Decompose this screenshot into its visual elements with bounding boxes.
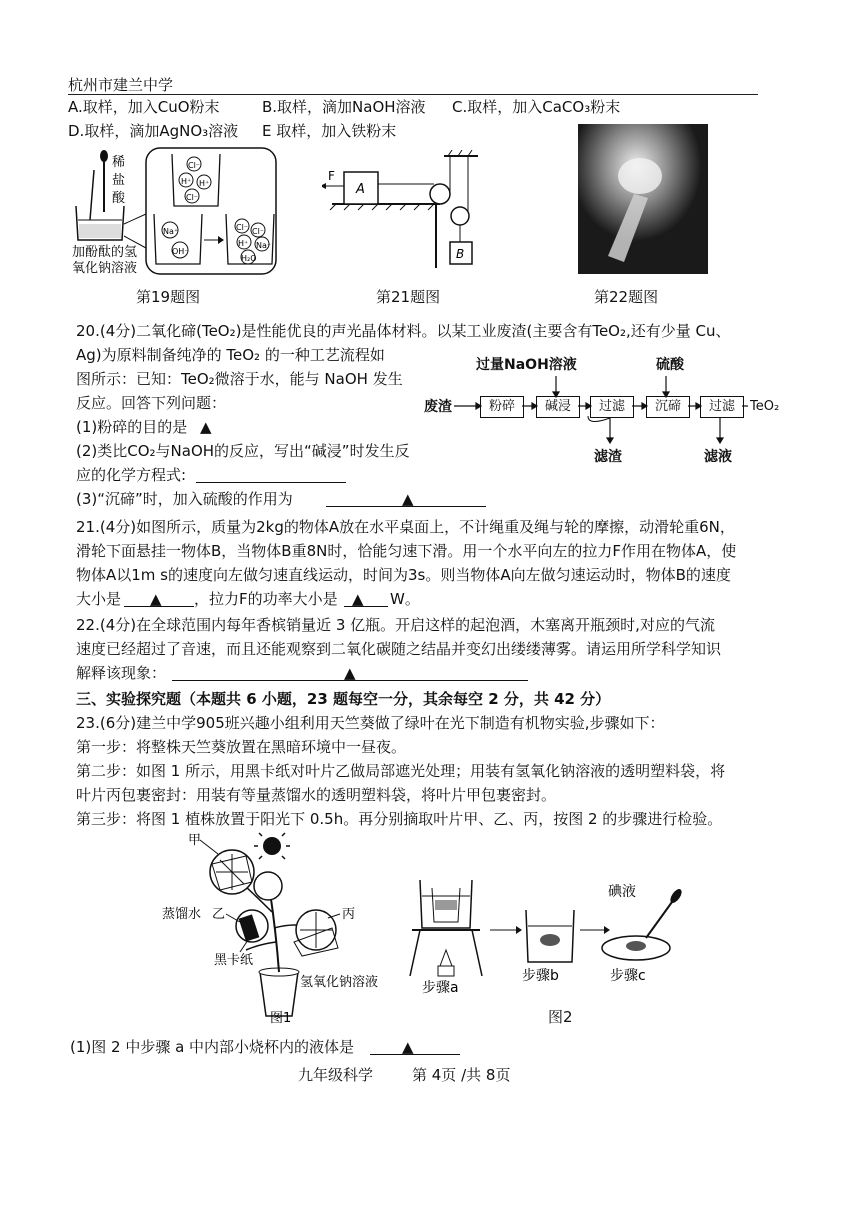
- q23-fig1: [160, 832, 410, 1024]
- q23-line2: 第一步：将整株天竺葵放置在黑暗环境中一昼夜。: [76, 738, 407, 756]
- fig1-label-card: 黑卡纸: [214, 953, 254, 968]
- ion-right-4: Na⁺: [256, 241, 272, 250]
- q23-line1: 23.(6分)建兰中学905班兴趣小组利用天竺葵做了绿叶在光下制造有机物实验,步骤如下：: [76, 714, 665, 732]
- base-label-2: 氧化钠溶液: [72, 261, 138, 276]
- q21-caption: 第21题图: [376, 288, 441, 306]
- ion-right-5: H₂O: [241, 254, 257, 263]
- q19-option-a: A.取样，加入CuO粉末: [68, 98, 220, 116]
- q20-line2: Ag)为原料制备纯净的 TeO₂ 的一种工艺流程如: [76, 346, 385, 364]
- q23-q1-blank[interactable]: [370, 1054, 460, 1055]
- q19-option-e: E 取样，加入铁粉末: [262, 122, 397, 140]
- fig1-caption: 图1: [270, 1011, 292, 1024]
- q19-caption: 第19题图: [136, 288, 201, 306]
- q23-fig2: [400, 866, 700, 996]
- q21-line1: 21.(4分)如图所示，质量为2kg的物体A放在水平桌面上，不计绳重及绳与轮的摩擦，动滑轮重6N，: [76, 518, 735, 536]
- q21-line3: 物体A以1m s的速度向左做匀速直线运动，时间为3s。则当物体A向左做匀速运动时，物体B的速度: [76, 566, 731, 584]
- fig1-label-yi: 乙: [212, 907, 226, 922]
- ion-top-2: H⁺: [181, 177, 192, 186]
- q22-line3: 解释该现象：: [76, 664, 167, 682]
- q23-line3: 第二步：如图 1 所示，用黑卡纸对叶片乙做局部遮光处理；用装有氢氧化钠溶液的透明塑料袋，将: [76, 762, 726, 780]
- ion-left-1: Na⁺: [163, 227, 179, 236]
- q21-line4a: 大小是: [76, 590, 122, 608]
- blank-marker: ▲: [344, 664, 356, 682]
- footer-page: 第 4页 /共 8页: [412, 1066, 511, 1084]
- flow-residue: 滤渣: [594, 449, 622, 465]
- flow-reagent-acid: 硫酸: [656, 357, 684, 373]
- q21-line4c: W。: [390, 590, 420, 608]
- flow-step-filter-2: 过滤: [700, 396, 744, 418]
- flow-arrows: [420, 370, 760, 450]
- q22-line2: 速度已经超过了音速，而且还能观察到二氧化碳随之结晶并变幻出缕缕薄雾。请运用所学科学知识: [76, 640, 722, 658]
- q20-q3: (3)“沉碲”时，加入硫酸的作用为: [76, 490, 293, 508]
- q19-option-b: B.取样，滴加NaOH溶液: [262, 98, 426, 116]
- label-f: F: [328, 169, 335, 183]
- blank-marker: ▲: [352, 590, 364, 608]
- label-b: B: [456, 247, 465, 261]
- q23-line5: 第三步：将图 1 植株放置于阳光下 0.5h。再分别摘取叶片甲、乙、丙，按图 2 的步骤进行检验。: [76, 810, 723, 828]
- ion-right-2: Cl⁻: [252, 227, 265, 236]
- q19-option-d: D.取样，滴加AgNO₃溶液: [68, 122, 239, 140]
- header-rule: [68, 94, 758, 95]
- flow-step-precipitate: 沉碲: [646, 396, 690, 418]
- ion-right-3: H⁺: [238, 239, 249, 248]
- q21-line2: 滑轮下面悬挂一物体B，当物体B重8N时，恰能匀速下滑。用一个水平向左的拉力F作用在物体A，使: [76, 542, 737, 560]
- fig1-label-bing: 丙: [342, 907, 356, 922]
- base-label-1: 加酚酞的氢: [72, 245, 138, 260]
- footer-subject: 九年级科学: [298, 1066, 374, 1084]
- fig1-label-water: 蒸馏水: [162, 907, 202, 922]
- label-a: A: [356, 182, 365, 197]
- q22-caption: 第22题图: [594, 288, 659, 306]
- q20-line4: 反应。回答下列问题：: [76, 394, 227, 412]
- blank-marker: ▲: [200, 418, 212, 436]
- blank-marker: ▲: [150, 590, 162, 608]
- ion-left-2: OH⁻: [172, 247, 189, 256]
- q21-line4b: ，拉力F的功率大小是: [194, 590, 338, 608]
- q21-blank-2[interactable]: [344, 606, 388, 607]
- blank-marker: ▲: [402, 1038, 414, 1056]
- school-header: 杭州市建兰中学: [68, 76, 174, 94]
- q20-q2b: 应的化学方程式:: [76, 466, 187, 484]
- q22-line1: 22.(4分)在全球范围内每年香槟销量近 3 亿瓶。开启这样的起泡酒，木塞离开瓶颈时,对应的气流: [76, 616, 715, 634]
- flow-reagent-naoh: 过量NaOH溶液: [476, 357, 577, 373]
- fig2-label-step-c: 步骤c: [610, 968, 646, 984]
- acid-label-3: 酸: [112, 191, 126, 206]
- acid-label-2: 盐: [112, 173, 126, 188]
- flow-step-crush: 粉碎: [480, 396, 524, 418]
- q19-figure: [66, 144, 286, 280]
- ion-top-3: H⁺: [199, 179, 210, 188]
- fig1-label-jia: 甲: [188, 833, 202, 848]
- q19-option-c: C.取样，加入CaCO₃粉末: [452, 98, 621, 116]
- ion-top-4: Cl⁻: [186, 193, 199, 202]
- fig2-label-iodine: 碘液: [608, 884, 636, 900]
- ion-top-1: Cl⁻: [188, 161, 201, 170]
- fig1-label-naoh: 氢氧化钠溶液: [300, 975, 379, 990]
- flow-product: TeO₂: [750, 399, 780, 414]
- fig2-label-step-b: 步骤b: [522, 968, 559, 984]
- acid-label-1: 稀: [112, 155, 126, 170]
- q22-photo: [578, 124, 708, 274]
- flow-filtrate: 滤液: [704, 449, 732, 465]
- flow-step-leach: 碱浸: [536, 396, 580, 418]
- q20-q1: (1)粉碎的目的是: [76, 418, 188, 436]
- section3-title: 三、实验探究题（本题共 6 小题，23 题每空一分，其余每空 2 分，共 42 分）: [76, 690, 611, 708]
- fig2-label-step-a: 步骤a: [422, 980, 459, 996]
- ion-right-1: Cl⁻: [236, 223, 249, 232]
- flow-start: 废渣: [424, 399, 452, 415]
- flow-step-filter-1: 过滤: [590, 396, 634, 418]
- q23-q1: (1)图 2 中步骤 a 中内部小烧杯内的液体是: [70, 1038, 355, 1056]
- fig2-caption: 图2: [548, 1008, 573, 1026]
- q20-line1: 20.(4分)二氧化碲(TeO₂)是性能优良的声光晶体材料。以某工业废渣(主要含有TeO₂,还有少量 Cu、: [76, 322, 731, 340]
- q20-q2-blank[interactable]: [196, 482, 346, 483]
- q20-line3: 图所示：已知：TeO₂微溶于水，能与 NaOH 发生: [76, 370, 403, 388]
- q21-figure: [322, 150, 482, 274]
- q20-q2a: (2)类比CO₂与NaOH的反应，写出“碱浸”时发生反: [76, 442, 410, 460]
- q23-line4: 叶片丙包裹密封：用装有等量蒸馏水的透明塑料袋，将叶片甲包裹密封。: [76, 786, 557, 804]
- blank-marker: ▲: [402, 490, 414, 508]
